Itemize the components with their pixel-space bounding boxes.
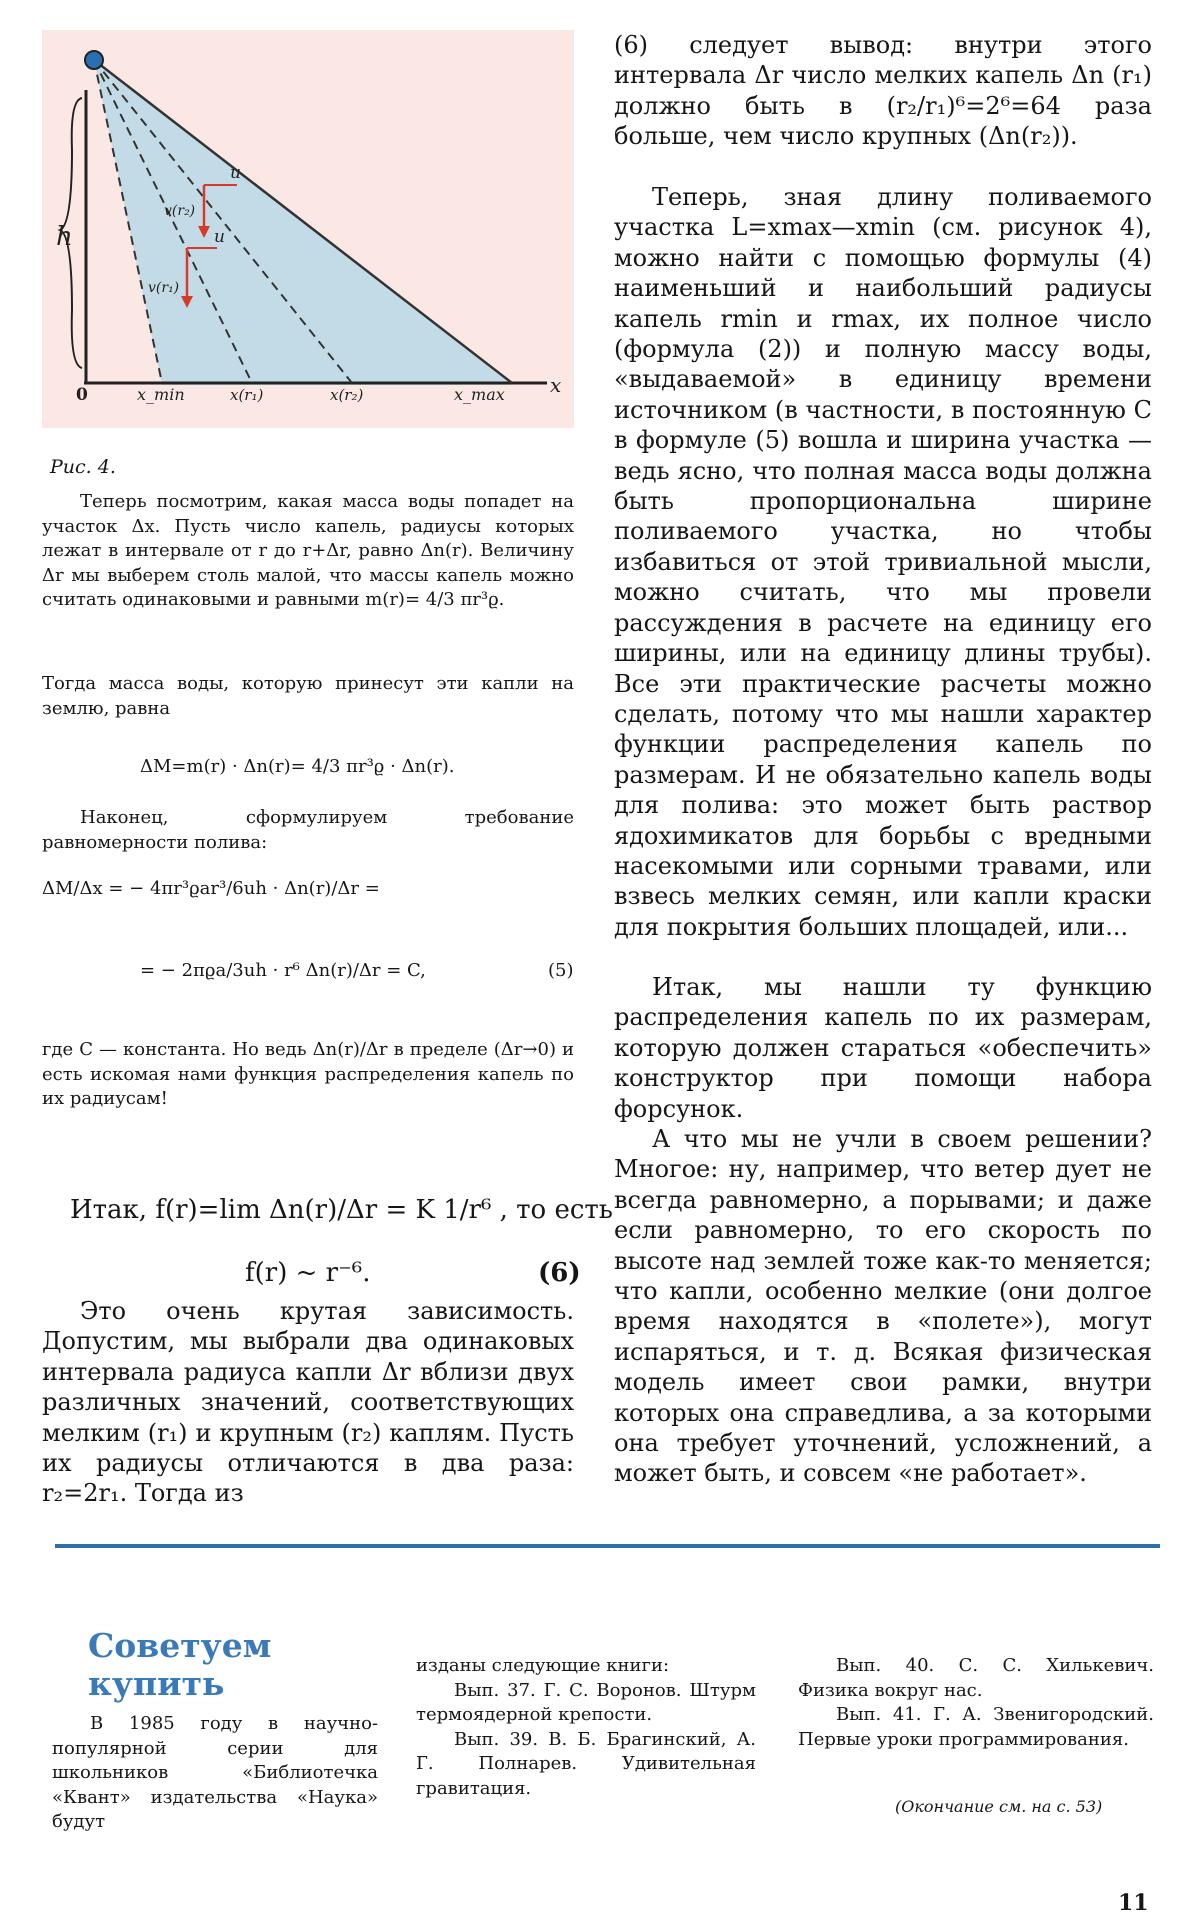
right-paragraph-3: Итак, мы нашли ту функцию распределения капель по их размерам, которую должен стараться «обеспечить» конструктор при помощи набора форсунок. [614, 973, 1152, 1123]
figure-caption: Рис. 4. [50, 456, 116, 478]
left-p4-text-b: в пределе (Δr→0) и есть искомая нами функция распределения капель по их радиусам! [42, 1039, 574, 1109]
ad-column-2 [416, 1654, 756, 1801]
ad-book-40: Вып. 40. С. С. Хилькевич. Физика вокруг нас. [798, 1655, 1154, 1701]
equation-5-number: (5) [548, 960, 574, 981]
ad-book-39: Вып. 39. В. Б. Брагинский, А. Г. Полнарев. Удивительная гравитация. [416, 1728, 756, 1799]
left-paragraph-3: Наконец, сформулируем требование равномерности полива: [42, 807, 574, 853]
u2-label: u [214, 227, 225, 247]
left-p1-formula: m(r)= 4/3 πr³ϱ. [365, 589, 505, 610]
continuation-note: (Окончание см. на с. 53) [895, 1797, 1103, 1816]
left-paragraph-1 [42, 490, 574, 613]
h-label: h [56, 222, 73, 252]
left-paragraph-2: Тогда масса воды, которую принесут эти капли на землю, равна [42, 673, 574, 719]
ad-book-37: Вып. 37. Г. С. Воронов. Штурм термоядерной крепости. [416, 1679, 756, 1725]
right-paragraph-4: А что мы не учли в своем решении? Многое: ну, например, что ветер дует не всегда равномерно, а порывами; и даже если равномерно, то его скорость по высоте над землей тоже как-то меняется; что капли, особенно мелкие (они долгое время находятся в «полете»), могут испаряться, и т. д. Всякая физическая модель имеет свои рамки, внутри которых она справедлива, а за которыми она требует уточнений, усложнений, а может быть, и совсем «не работает». [614, 1125, 1152, 1488]
page-number: 11 [1118, 1890, 1149, 1916]
equation-5-line-2: = − 2πϱa/3uh · r⁶ Δn(r)/Δr = C, [140, 960, 426, 981]
figure-4 [42, 30, 574, 428]
xr2-label: x(r₂) [330, 386, 364, 404]
nozzle-icon [85, 51, 103, 69]
left-p4-text-a: где C — константа. Но ведь [42, 1039, 307, 1060]
ad-column-1: В 1985 году в научно-популярной серии для школьников «Библиотечка «Квант» издательства «Наука» будут [52, 1713, 378, 1832]
ad-title-line-1: Советуем [88, 1626, 272, 1665]
equation-5-line-1: ΔM/Δx = − 4πr³ϱar³/6uh · Δn(r)/Δr = [42, 878, 380, 899]
origin-label: 0 [76, 385, 88, 405]
ad-title-line-2: купить [88, 1664, 225, 1703]
v1-label: v(r₂) [164, 203, 196, 219]
right-paragraph-2: Теперь, зная длину поливаемого участка L=xmax—xmin (см. рисунок 4), можно найти с помощью формулы (4) наименьший и наибольший радиусы капель rmin и rmax, их полное число (формула (2)) и полную массу воды, «выдаваемой» в единицу времени источником (в частности, в постоянную C в формуле (5) вошла и ширина участка — ведь ясно, что полная масса воды должна быть пропорциональна ширине поливаемого участка, но чтобы избавиться от этой тривиальной мысли, можно считать, что мы провели рассуждения в расчете на единицу его ширины, или на единицу длины трубы). Все эти практические расчеты можно сделать, потому что мы нашли характер функции распределения капель по размерам. И не обязательно капель воды для полива: это может быть раствор ядохимикатов для борьбы с вредными насекомыми или сорными травами, или взвесь мелких семян, или капли краски для покрытия больших площадей, или... [614, 183, 1152, 941]
left-paragraph-4 [42, 1038, 574, 1112]
xmin-label: x_min [137, 385, 185, 404]
left-p1-text: Теперь посмотрим, какая масса воды попадет на участок Δx. Пусть число капель, радиусы которых лежат в интервале от r до r+Δr, равно Δn(r). Величину Δr мы выберем столь малой, что массы капель можно считать одинаковыми и равными [42, 491, 574, 610]
v2-label: v(r₁) [148, 280, 180, 296]
left-paragraph-5: Это очень крутая зависимость. Допустим, мы выбрали два одинаковых интервала радиуса капли Δr вблизи двух различных значений, соответствующих мелким (r₁) и крупным (r₂) каплям. Пусть их радиусы отличаются в два раза: r₂=2r₁. Тогда из [42, 1297, 574, 1508]
section-divider [55, 1544, 1160, 1548]
x-label: x [550, 373, 562, 397]
equation-6-number: (6) [538, 1258, 581, 1288]
left-p4-fraction: Δn(r)/Δr [312, 1039, 388, 1060]
equation-mass: ΔM=m(r) · Δn(r)= 4/3 πr³ϱ · Δn(r). [140, 756, 455, 777]
spray-diagram [42, 30, 574, 428]
xr1-label: x(r₁) [230, 386, 264, 404]
equation-6-line-2: f(r) ~ r⁻⁶. [245, 1258, 371, 1288]
xmax-label: x_max [454, 385, 505, 404]
right-paragraph-1: (6) следует вывод: внутри этого интервала Δr число мелких капель Δn (r₁) должно быть в (r₂/r₁)⁶=2⁶=64 раза больше, чем число крупных (Δn(r₂)). [614, 31, 1152, 151]
u1-label: u [230, 163, 241, 183]
ad-book-41: Вып. 41. Г. А. Звенигородский. Первые уроки программирования. [798, 1704, 1154, 1750]
ad-col2-intro: изданы следующие книги: [416, 1655, 670, 1676]
equation-6-line-1: Итак, f(r)=lim Δn(r)/Δr = K 1/r⁶ , то есть [70, 1195, 613, 1225]
ad-column-3 [798, 1654, 1154, 1752]
ad-title [88, 1627, 271, 1703]
